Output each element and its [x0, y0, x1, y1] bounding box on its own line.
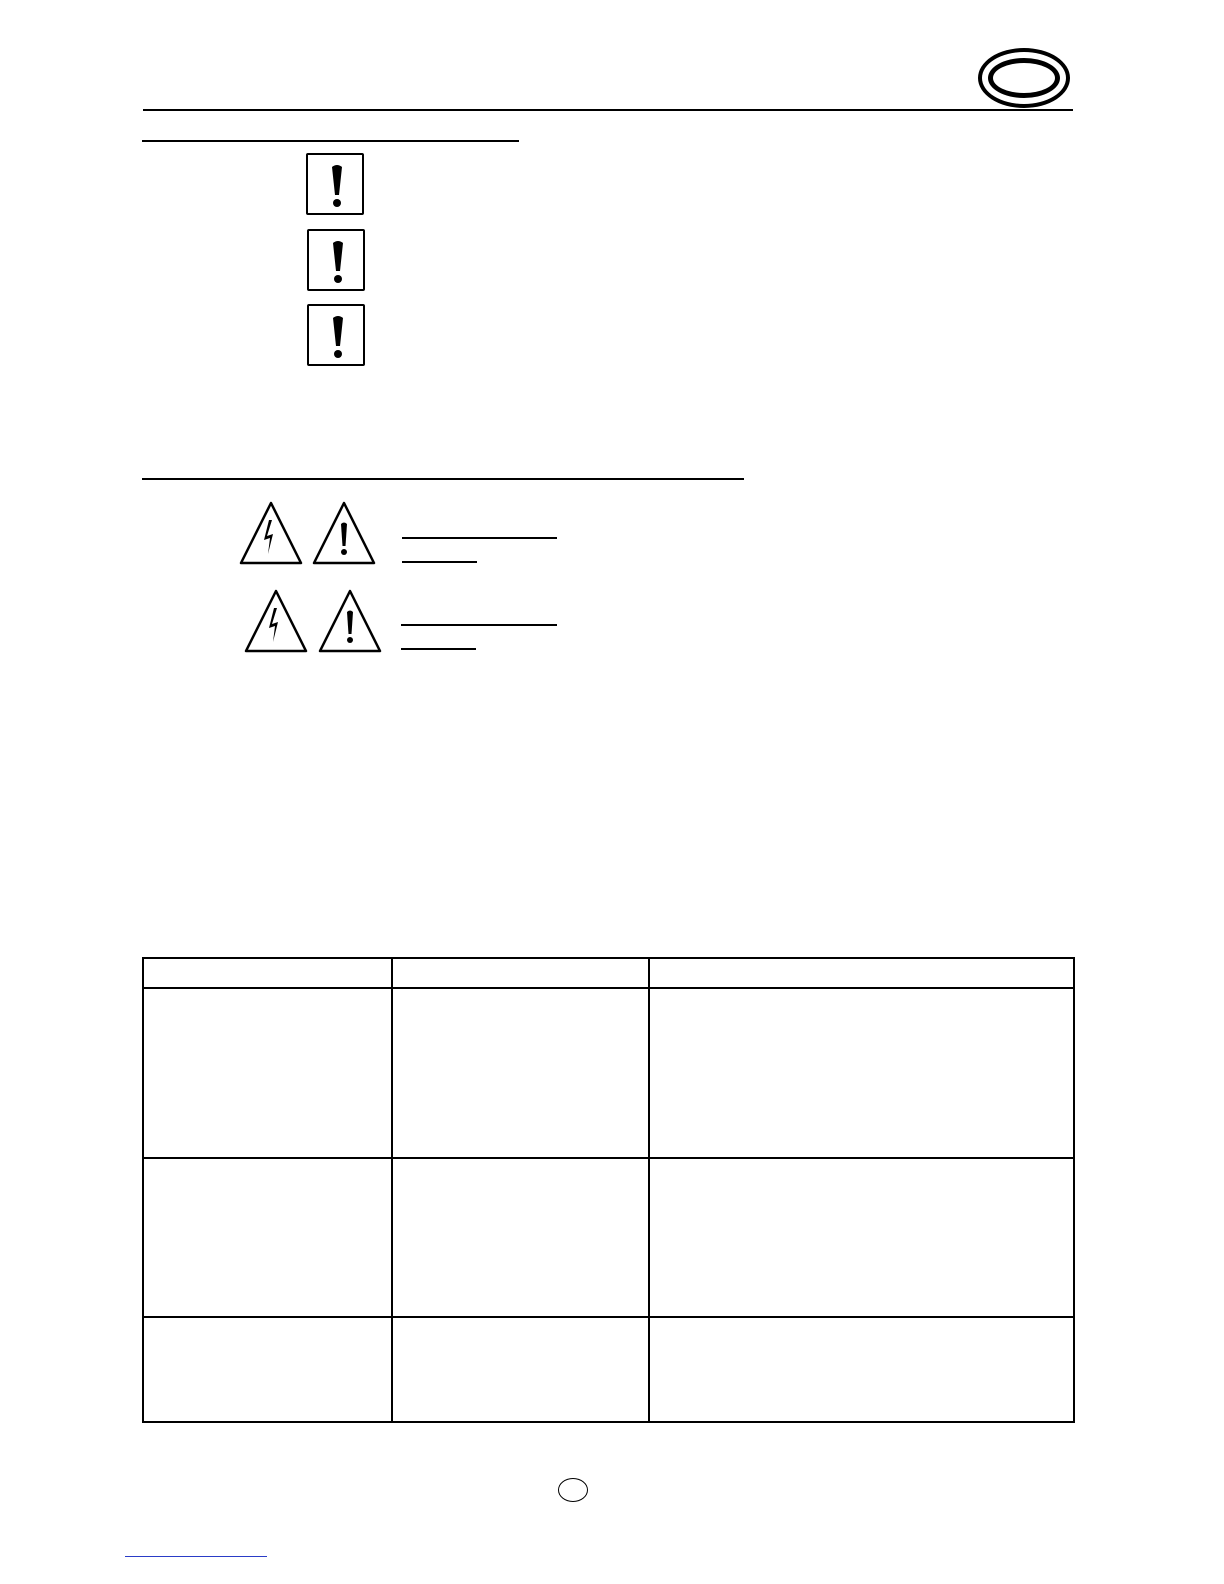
footer-link[interactable]: [125, 1556, 267, 1557]
exclamation-icon: [306, 153, 364, 215]
table-cell: [649, 1158, 1074, 1317]
table-cell: [649, 988, 1074, 1158]
exclamation-icon: [307, 229, 365, 291]
language-badge: [978, 48, 1070, 108]
table-header-cell: [392, 958, 649, 988]
electric-shock-warning-icon: [238, 500, 304, 566]
warning-1-title-rule: [402, 537, 557, 539]
electric-shock-warning-icon: [243, 588, 309, 654]
table-row: [143, 988, 1074, 1158]
table-header-cell: [143, 958, 392, 988]
header-rule: [143, 109, 1073, 111]
warning-1-label-rule: [402, 561, 477, 563]
table-header-row: [143, 958, 1074, 988]
table-cell: [392, 1158, 649, 1317]
table-cell: [392, 988, 649, 1158]
caution-warning-icon: [311, 500, 377, 566]
table-cell: [143, 1317, 392, 1422]
page-number: [558, 1478, 588, 1502]
exclamation-icon: [307, 304, 365, 366]
table-header-cell: [649, 958, 1074, 988]
section-1-heading-rule: [142, 140, 519, 142]
section-2-heading-rule: [142, 478, 744, 480]
table-cell: [392, 1317, 649, 1422]
table-row: [143, 1317, 1074, 1422]
table-cell: [649, 1317, 1074, 1422]
table-row: [143, 1158, 1074, 1317]
caution-warning-icon: [317, 588, 383, 654]
table-cell: [143, 988, 392, 1158]
table-cell: [143, 1158, 392, 1317]
warning-2-label-rule: [401, 648, 476, 650]
warning-2-title-rule: [401, 624, 557, 626]
spec-table: [142, 957, 1075, 1423]
